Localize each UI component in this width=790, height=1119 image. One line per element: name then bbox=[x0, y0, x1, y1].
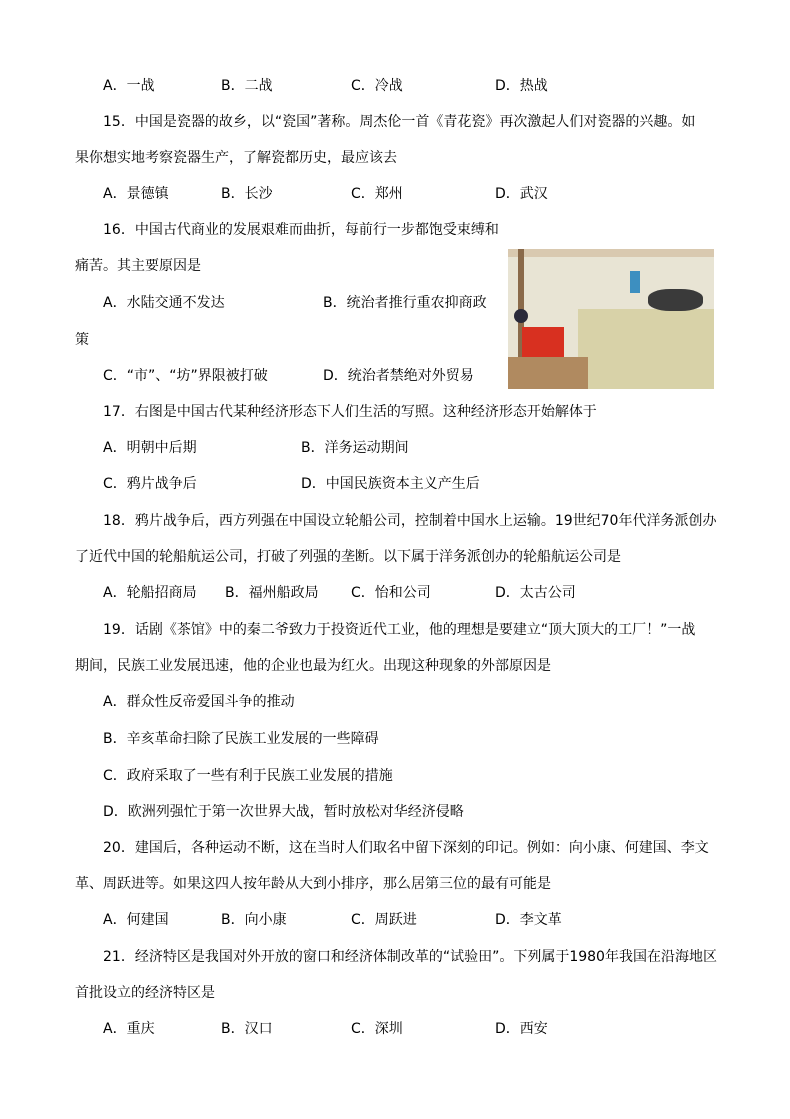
q14-option-a: A．一战 bbox=[103, 78, 155, 94]
q15-option-c: C．郑州 bbox=[351, 186, 403, 202]
q17-option-c: C．鸦片战争后 bbox=[103, 476, 197, 492]
q17-text-line1: 17．右图是中国古代某种经济形态下人们生活的写照。这种经济形态开始解体于 bbox=[103, 404, 597, 420]
q20-option-a: A．何建国 bbox=[103, 912, 169, 928]
q15-option-d: D．武汉 bbox=[495, 186, 548, 202]
q15-option-b: B．长沙 bbox=[221, 186, 273, 202]
q21-option-c: C．深圳 bbox=[351, 1021, 403, 1037]
q18-option-a: A．轮船招商局 bbox=[103, 585, 197, 601]
q14-option-b: B．二战 bbox=[221, 78, 273, 94]
q20-option-c: C．周跃进 bbox=[351, 912, 417, 928]
q15-option-a: A．景德镇 bbox=[103, 186, 169, 202]
q16-option-b: B．统治者推行重农抑商政 bbox=[323, 295, 487, 311]
q18-text-line2: 了近代中国的轮船航运公司，打破了列强的垄断。以下属于洋务派创办的轮船航运公司是 bbox=[75, 549, 621, 565]
q16-option-d: D．统治者禁绝对外贸易 bbox=[323, 368, 474, 384]
q19-option-b: B．辛亥革命扫除了民族工业发展的一些障碍 bbox=[103, 731, 379, 747]
q19-option-c: C．政府采取了一些有利于民族工业发展的措施 bbox=[103, 768, 393, 784]
q18-option-c: C．怡和公司 bbox=[351, 585, 431, 601]
q17-option-b: B．洋务运动期间 bbox=[301, 440, 409, 456]
q21-option-b: B．汉口 bbox=[221, 1021, 273, 1037]
q20-option-b: B．向小康 bbox=[221, 912, 287, 928]
q17-option-a: A．明朝中后期 bbox=[103, 440, 197, 456]
q18-option-d: D．太古公司 bbox=[495, 585, 576, 601]
q16-option-c: C．“市”、“坊”界限被打破 bbox=[103, 368, 268, 384]
q17-option-d: D．中国民族资本主义产生后 bbox=[301, 476, 480, 492]
q16-text-line1: 16．中国古代商业的发展艰难而曲折，每前行一步都饱受束缚和 bbox=[103, 222, 499, 238]
q18-text-line1: 18．鸦片战争后，西方列强在中国设立轮船公司，控制着中国水上运输。19世纪70年代洋务派创办 bbox=[103, 513, 717, 529]
q19-text-line1: 19．话剧《茶馆》中的秦二爷致力于投资近代工业，他的理想是要建立“顶大顶大的工厂！”一战 bbox=[103, 622, 696, 638]
q20-text-line2: 革、周跃进等。如果这四人按年龄从大到小排序，那么居第三位的最有可能是 bbox=[75, 876, 551, 892]
q15-text-line1: 15．中国是瓷器的故乡，以“瓷国”著称。周杰伦一首《青花瓷》再次激起人们对瓷器的兴趣。如 bbox=[103, 114, 696, 130]
q16-option-b-wrap: 策 bbox=[75, 332, 89, 348]
q21-option-d: D．西安 bbox=[495, 1021, 548, 1037]
q15-text-line2: 果你想实地考察瓷器生产，了解瓷都历史，最应该去 bbox=[75, 150, 397, 166]
q18-option-b: B．福州船政局 bbox=[225, 585, 319, 601]
q20-text-line1: 20．建国后，各种运动不断，这在当时人们取名中留下深刻的印记。例如：向小康、何建国、李文 bbox=[103, 840, 709, 856]
q20-option-d: D．李文革 bbox=[495, 912, 562, 928]
q19-text-line2: 期间，民族工业发展迅速，他的企业也最为红火。出现这种现象的外部原因是 bbox=[75, 658, 551, 674]
q21-option-a: A．重庆 bbox=[103, 1021, 155, 1037]
q21-text-line1: 21．经济特区是我国对外开放的窗口和经济体制改革的“试验田”。下列属于1980年我国在沿海地区 bbox=[103, 949, 717, 965]
q14-option-c: C．冷战 bbox=[351, 78, 403, 94]
q16-option-a: A．水陆交通不发达 bbox=[103, 295, 225, 311]
q19-option-d: D．欧洲列强忙于第一次世界大战，暂时放松对华经济侵略 bbox=[103, 804, 464, 820]
q16-text-line2: 痛苦。其主要原因是 bbox=[75, 258, 201, 274]
weaving-farming-illustration bbox=[508, 249, 714, 389]
q14-option-d: D．热战 bbox=[495, 78, 548, 94]
q21-text-line2: 首批设立的经济特区是 bbox=[75, 985, 215, 1001]
q19-option-a: A．群众性反帝爱国斗争的推动 bbox=[103, 694, 295, 710]
